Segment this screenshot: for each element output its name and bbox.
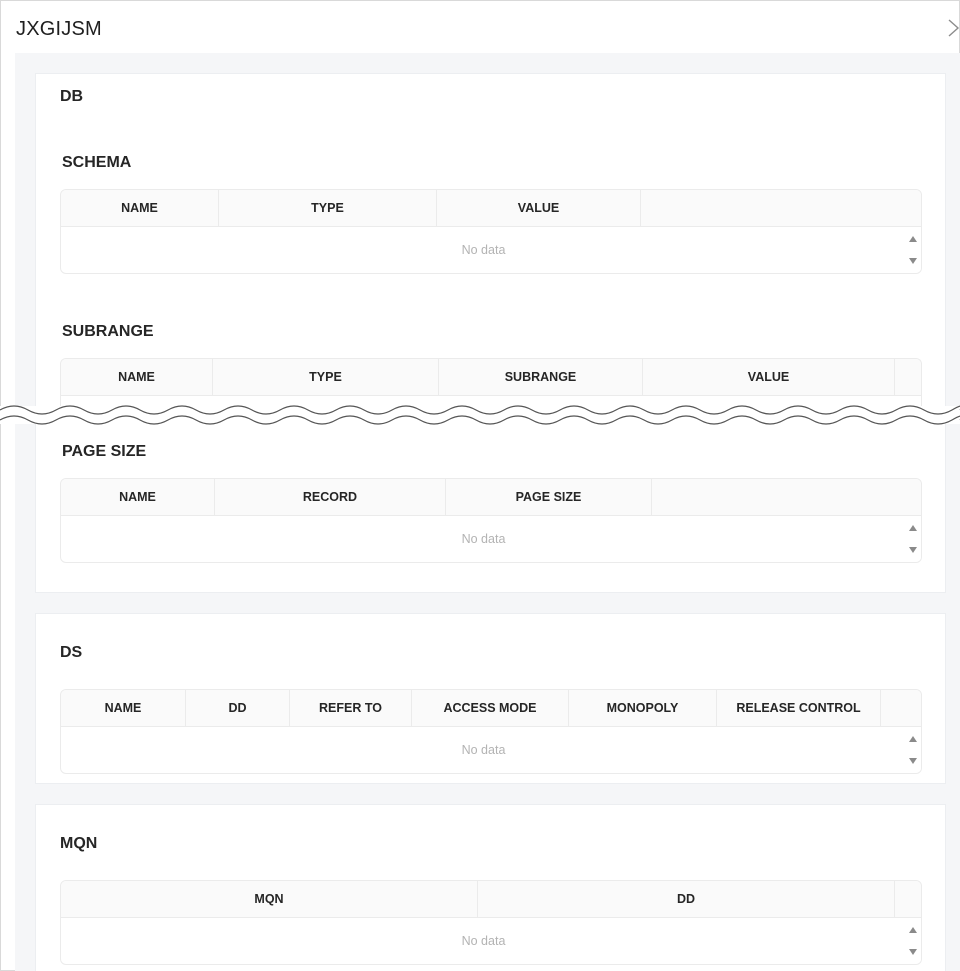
column-header-empty: [641, 190, 922, 227]
scroll-up-icon[interactable]: [909, 236, 917, 242]
screenshot-break: [0, 398, 960, 432]
db-title: DB: [60, 88, 84, 105]
column-header-empty: [895, 359, 922, 396]
ds-table: [60, 689, 922, 774]
column-header[interactable]: NAME: [61, 479, 215, 516]
dialog-title: JXGIJSM: [16, 18, 102, 40]
ds-card: [35, 613, 946, 784]
scroll-down-icon[interactable]: [909, 258, 917, 264]
table-body: [61, 918, 921, 964]
column-header-empty: [895, 881, 922, 918]
scrollbar[interactable]: [905, 516, 921, 562]
scroll-down-icon[interactable]: [909, 949, 917, 955]
empty-state-text: No data: [61, 727, 907, 773]
column-header-empty: [652, 479, 922, 516]
scrollbar[interactable]: [905, 727, 921, 773]
scrollbar[interactable]: [905, 227, 921, 273]
table-header: [61, 690, 921, 727]
close-icon[interactable]: [945, 17, 960, 39]
page-size-title: PAGE SIZE: [62, 443, 147, 460]
column-header[interactable]: MQN: [61, 881, 478, 918]
scroll-down-icon[interactable]: [909, 758, 917, 764]
column-header[interactable]: MONOPOLY: [569, 690, 717, 727]
empty-state-text: No data: [61, 227, 907, 273]
page-size-table: [60, 478, 922, 563]
column-header[interactable]: SUBRANGE: [439, 359, 643, 396]
scroll-down-icon[interactable]: [909, 547, 917, 553]
schema-table: [60, 189, 922, 274]
table-body: [61, 227, 921, 273]
column-header[interactable]: RELEASE CONTROL: [717, 690, 881, 727]
empty-state-text: No data: [61, 918, 907, 964]
table-header: [61, 359, 921, 396]
column-header[interactable]: ACCESS MODE: [412, 690, 569, 727]
scrollbar[interactable]: [905, 918, 921, 964]
column-header-empty: [881, 690, 922, 727]
column-header[interactable]: RECORD: [215, 479, 446, 516]
column-header[interactable]: PAGE SIZE: [446, 479, 652, 516]
table-header: [61, 479, 921, 516]
empty-state-text: No data: [61, 516, 907, 562]
table-header: [61, 190, 921, 227]
column-header[interactable]: TYPE: [219, 190, 437, 227]
mqn-table: [60, 880, 922, 965]
scroll-up-icon[interactable]: [909, 525, 917, 531]
column-header[interactable]: TYPE: [213, 359, 439, 396]
mqn-card: [35, 804, 946, 971]
column-header[interactable]: DD: [478, 881, 895, 918]
column-header[interactable]: NAME: [61, 690, 186, 727]
column-header[interactable]: NAME: [61, 359, 213, 396]
column-header[interactable]: REFER TO: [290, 690, 412, 727]
table-body: [61, 516, 921, 562]
column-header[interactable]: VALUE: [643, 359, 895, 396]
schema-title: SCHEMA: [62, 154, 132, 171]
column-header[interactable]: DD: [186, 690, 290, 727]
table-header: [61, 881, 921, 918]
ds-title: DS: [60, 644, 83, 661]
subrange-title: SUBRANGE: [62, 323, 154, 340]
db-card: [35, 73, 946, 593]
table-body: [61, 727, 921, 773]
column-header[interactable]: VALUE: [437, 190, 641, 227]
column-header[interactable]: NAME: [61, 190, 219, 227]
scroll-up-icon[interactable]: [909, 927, 917, 933]
mqn-title: MQN: [60, 835, 98, 852]
scroll-up-icon[interactable]: [909, 736, 917, 742]
